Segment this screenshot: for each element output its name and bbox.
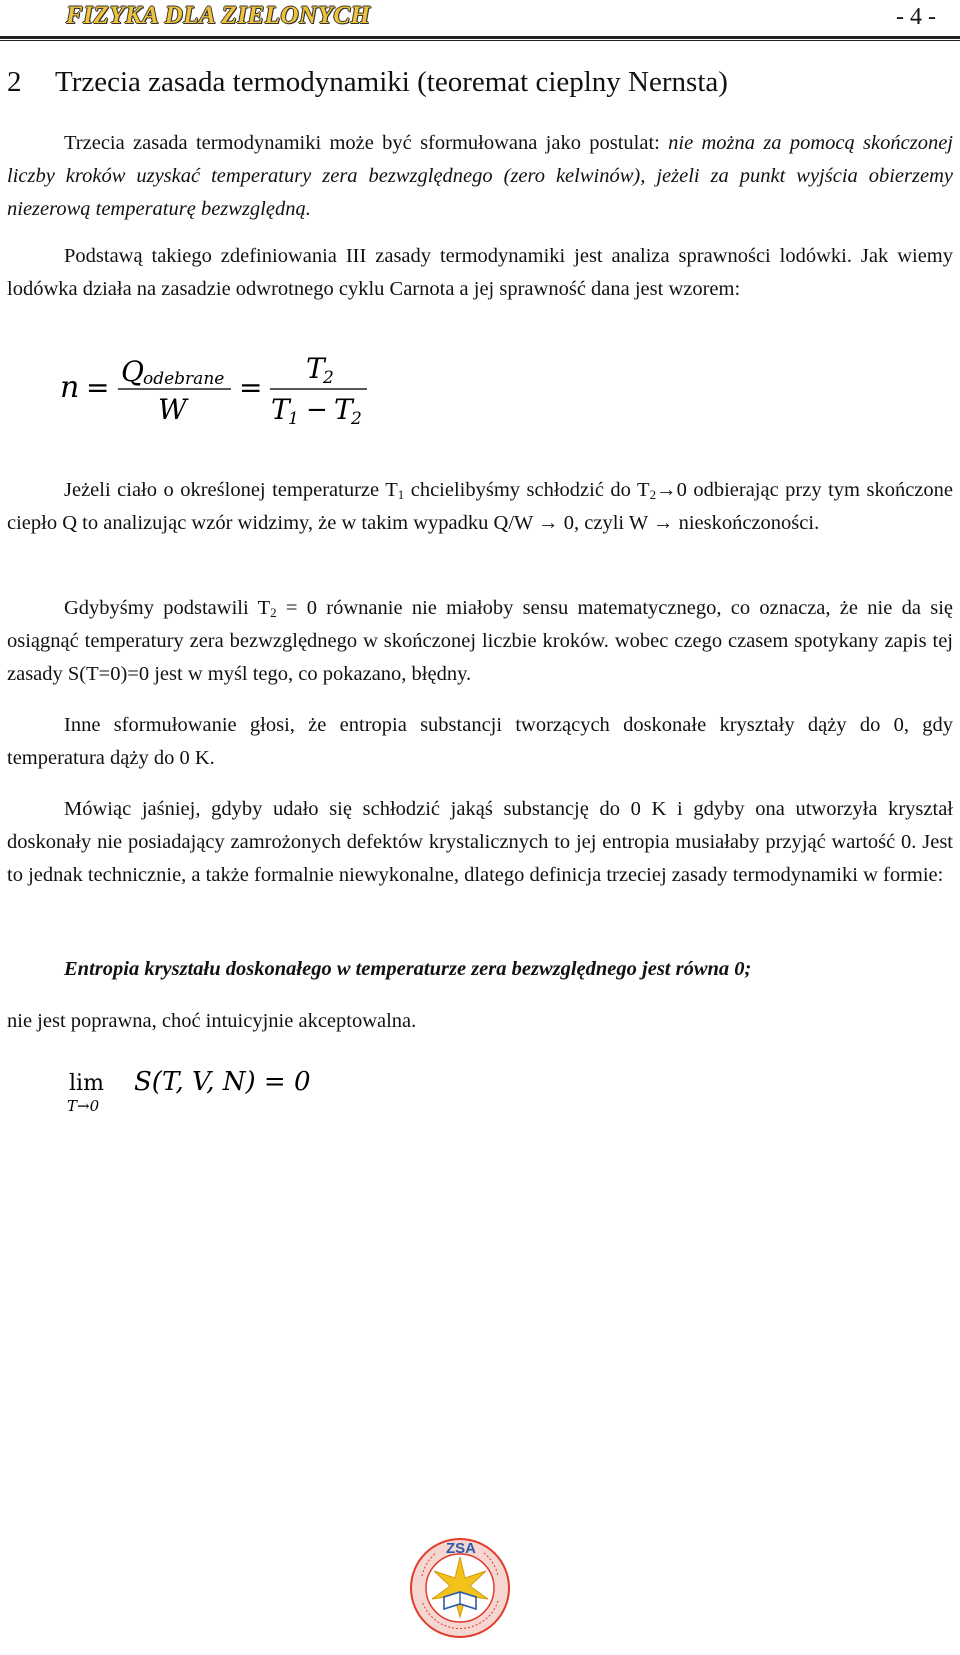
paragraph-3-text-b: chcielibyśmy schłodzić do T: [404, 479, 650, 501]
subscript-t2: 2: [270, 605, 277, 620]
paragraph-5: Inne sformułowanie głosi, że entropia substancji tworzących doskonałe kryształy dąży do 0, gdy temperatura dąży do 0 K.: [7, 714, 953, 769]
formula-lhs: n: [60, 370, 80, 405]
formula-q-sub: odebrane: [143, 369, 225, 389]
paragraph-4-text-a: Gdybyśmy podstawili T: [64, 597, 271, 619]
section-heading: [7, 66, 728, 99]
formula-equals-1: =: [86, 371, 110, 404]
section-number: 2: [7, 66, 22, 98]
formula-q: Q: [121, 356, 144, 388]
formula-t2-num: T: [306, 356, 325, 385]
logo-text: ZSA: [446, 1540, 476, 1557]
subscript-2: 2: [649, 487, 657, 502]
paragraph-4-text-b: = 0 równanie nie miałoby sensu matematycznego, co oznacza, że nie da się osiągnąć temperatury zera bezwzględnego w skończonej liczbie kroków. wobec czego czasem spotykany zapis tej zasady S(T=0)=0 jest w myśl tego, co pokazano, błędny.: [7, 597, 954, 685]
paragraph-3-text-a: Jeżeli ciało o określonej temperaturze T: [64, 479, 398, 501]
paragraph-1-text: Trzecia zasada termodynamiki może być sformułowana jako postulat:: [64, 132, 669, 154]
formula-w: W: [158, 393, 187, 426]
lim-subscript: T→0: [67, 1097, 100, 1115]
subscript-1: 1: [397, 487, 405, 502]
statement-entropy: Entropia kryształu doskonałego w temperaturze zera bezwzględnego jest równa 0;: [64, 958, 752, 980]
page-header: [0, 0, 960, 40]
paragraph-2: Podstawą takiego zdefiniowania III zasady termodynamiki jest analiza sprawności lodówki. Jak wiemy lodówka działa na zasadzie odwrotnego cyklu Carnota a jej sprawność dana jest wzorem:: [7, 245, 953, 300]
efficiency-formula: [56, 356, 386, 426]
header-rule: [0, 36, 960, 39]
lim-operator: lim: [69, 1071, 104, 1096]
paragraph-1: [7, 127, 953, 226]
header-rule-thin: [0, 40, 960, 41]
paragraph-1-postulate: nie można za pomocą skończonej liczby kroków uzyskać temperatury zera bezwzględnego (zero kelwinów), jeżeli za punkt wyjścia obierzemy niezerową temperaturę bezwzględną.: [7, 132, 954, 220]
paragraph-3: [7, 474, 953, 540]
formula-t2-num-sub: 2: [323, 368, 334, 388]
paragraph-6: Mówiąc jaśniej, gdyby udało się schłodzić jakąś substancję do 0 K i gdyby ona utworzyła kryształ doskonały nie posiadający zamrożonych defektów krystalicznych to jej entropia musiałaby przyjąć wartość 0. Jest to jednak technicznie, a także formalnie niewykonalne, dlatego definicja trzeciej zasady termodynamiki w formie:: [7, 798, 953, 886]
paragraph-3-text-c: →0 odbierając przy tym skończone ciepło Q to analizując wzór widzimy, że w takim wypadku Q/W → 0, czyli W → nieskończoności.: [7, 479, 953, 534]
formula-t1-sub: 1: [288, 409, 299, 426]
entropy-expression: S(T, V, N) = 0: [134, 1067, 311, 1097]
formula-minus: −: [306, 395, 328, 425]
entropy-limit-formula: [64, 1060, 344, 1120]
paragraph-4: [7, 592, 953, 691]
formula-t2-den-sub: 2: [351, 409, 362, 426]
section-title: Trzecia zasada termodynamiki (teoremat cieplny Nernsta): [55, 66, 728, 98]
header-title: FIZYKA DLA ZIELONYCH: [66, 2, 371, 29]
page-number: - 4 -: [896, 4, 936, 30]
formula-t2-den: T: [334, 393, 353, 426]
formula-t1: T: [271, 393, 290, 426]
school-logo: [408, 1531, 512, 1646]
formula-equals-2: =: [239, 371, 263, 404]
paragraph-7: nie jest poprawna, choć intuicyjnie akceptowalna.: [7, 1010, 417, 1032]
